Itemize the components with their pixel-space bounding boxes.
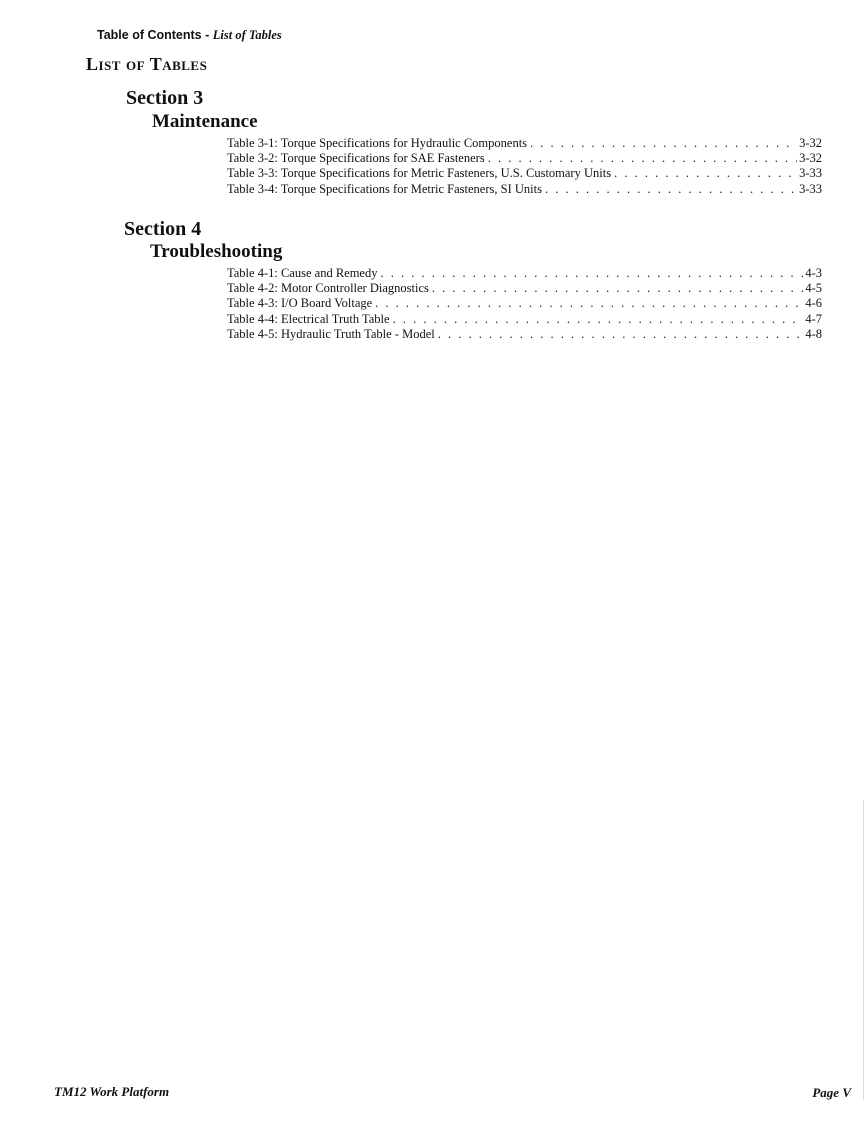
dot-leader <box>530 136 797 151</box>
header-separator: - <box>201 28 213 42</box>
toc-entry[interactable] <box>227 266 822 281</box>
toc-entry[interactable] <box>227 136 822 151</box>
toc-entry-label: Table 3-3: Torque Specifications for Metric Fasteners, U.S. Customary Units <box>227 166 612 181</box>
dot-leader <box>393 312 804 327</box>
dot-leader <box>380 266 803 281</box>
dot-leader <box>488 151 797 166</box>
toc-entry-page: 3-32 <box>799 151 822 166</box>
toc-entry-label: Table 4-3: I/O Board Voltage <box>227 296 373 311</box>
list-of-tables-title: List of Tables <box>86 54 208 74</box>
toc-entry-page: 4-5 <box>805 281 822 296</box>
dot-leader <box>545 182 797 197</box>
toc-entry-label: Table 4-4: Electrical Truth Table <box>227 311 390 326</box>
section-3-table-list <box>227 136 822 197</box>
toc-entry[interactable] <box>227 166 822 181</box>
dot-leader <box>614 166 797 181</box>
toc-entry-label: Table 4-5: Hydraulic Truth Table - Model <box>227 326 435 341</box>
toc-entry-label: Table 4-2: Motor Controller Diagnostics <box>227 281 429 296</box>
toc-entry-page: 4-8 <box>805 326 822 341</box>
toc-entry[interactable] <box>227 182 822 197</box>
toc-entry-page: 3-32 <box>799 136 822 150</box>
dot-leader <box>375 296 803 311</box>
running-header <box>97 28 282 43</box>
toc-entry[interactable] <box>227 281 822 296</box>
header-subtitle: List of Tables <box>212 28 282 42</box>
toc-entry[interactable] <box>227 312 822 327</box>
toc-entry[interactable] <box>227 296 822 311</box>
header-title: Table of Contents <box>97 28 202 42</box>
footer-document-title: TM12 Work Platform <box>54 1084 170 1099</box>
toc-entry-page: 3-33 <box>799 181 822 196</box>
footer-page-number: Page V <box>812 1085 851 1100</box>
toc-entry-page: 4-3 <box>805 266 822 280</box>
section-4-table-list <box>227 266 822 342</box>
toc-entry-label: Table 3-2: Torque Specifications for SAE Fasteners <box>227 151 485 166</box>
toc-entry-page: 4-7 <box>805 311 822 326</box>
scan-edge-line <box>863 800 864 1100</box>
section-4-title: Section 4 <box>124 218 202 240</box>
toc-entry[interactable] <box>227 151 822 166</box>
dot-leader <box>438 327 804 342</box>
toc-entry-page: 4-6 <box>805 296 822 311</box>
toc-entry-label: Table 3-1: Torque Specifications for Hydraulic Components <box>227 136 528 150</box>
toc-entry-label: Table 3-4: Torque Specifications for Metric Fasteners, SI Units <box>227 181 542 196</box>
section-3-name: Maintenance <box>152 111 258 132</box>
section-4-name: Troubleshooting <box>150 241 283 262</box>
toc-entry-page: 3-33 <box>799 166 822 181</box>
toc-entry[interactable] <box>227 327 822 342</box>
dot-leader <box>432 281 803 296</box>
section-3-title: Section 3 <box>126 87 204 109</box>
toc-entry-label: Table 4-1: Cause and Remedy <box>227 266 378 280</box>
